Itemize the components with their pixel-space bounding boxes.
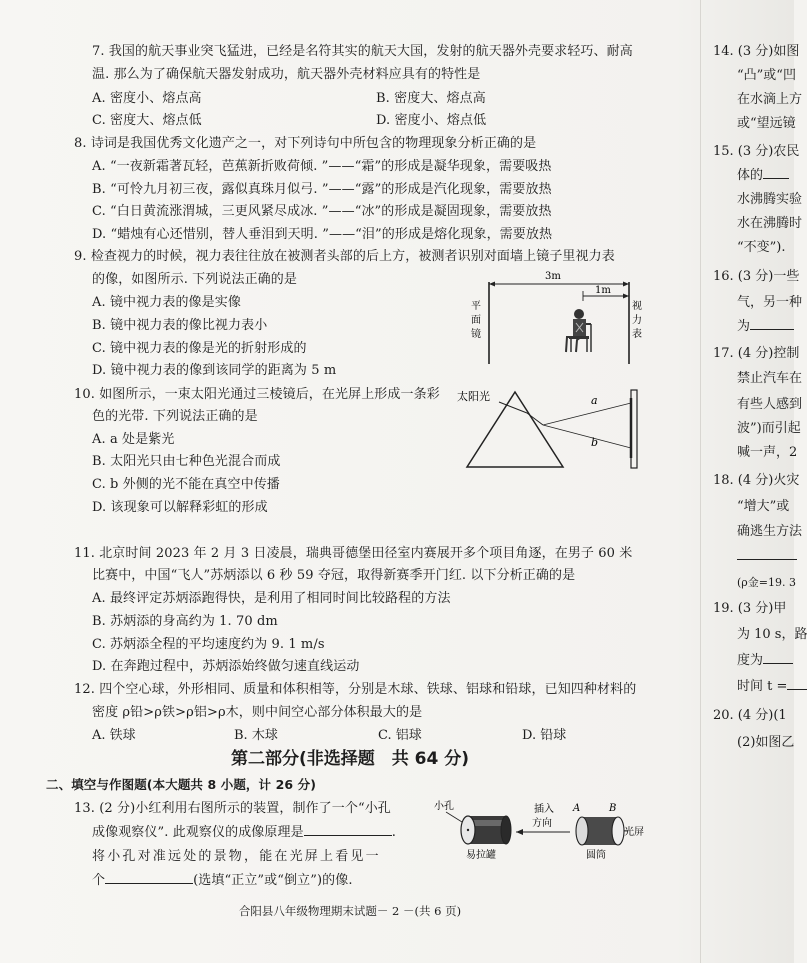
q9-option-d: D. 镜中视力表的像到该同学的距离为 5 m <box>92 363 337 378</box>
q9-fig-dist-1m: 1m <box>595 285 611 296</box>
right-line: 19. (3 分)甲 <box>713 601 787 616</box>
right-line: “不变”). <box>737 240 786 255</box>
section2-heading: 二、填空与作图题(本大题共 8 小题，计 26 分) <box>46 777 317 792</box>
right-line <box>737 548 797 566</box>
right-line <box>737 167 789 185</box>
q13-fig-hole-label: 小孔 <box>434 801 454 812</box>
tube-icon <box>576 817 624 845</box>
right-line: 16. (3 分)一些 <box>713 269 800 284</box>
right-line: 20. (4 分)(1 <box>713 708 787 723</box>
right-line: 气，另一种 <box>737 295 803 310</box>
right-line <box>737 652 793 670</box>
prism-icon <box>467 392 563 467</box>
q10-option-d: D. 该现象可以解释彩虹的形成 <box>92 500 268 515</box>
right-line-text: 时间 t = <box>737 679 788 694</box>
q13-line1: 13. (2 分)小红利用右图所示的装置，制作了一个“小孔 <box>74 801 391 816</box>
right-line: 17. (4 分)控制 <box>713 346 800 361</box>
right-line: 喊一声，2 <box>737 445 798 460</box>
q11-option-b: B. 苏炳添的身高约为 1. 70 dm <box>92 614 278 629</box>
right-line: 或“望远镜 <box>737 116 796 131</box>
q10-stem-line1: 10. 如图所示，一束太阳光通过三棱镜后，在光屏上形成一条彩 <box>74 387 440 402</box>
q11-option-c: C. 苏炳添全程的平均速度约为 9. 1 m/s <box>92 637 325 652</box>
q9-stem-line2: 的像，如图所示. 下列说法正确的是 <box>92 272 297 287</box>
q9-fig-mirror-ch2: 面 <box>471 315 481 326</box>
person-icon <box>566 309 591 352</box>
q13-fig-label-A: A <box>573 803 581 814</box>
q13-fig-can-label: 易拉罐 <box>466 850 496 861</box>
arrow-left-icon <box>516 829 523 835</box>
right-line: 禁止汽车在 <box>737 371 803 386</box>
q12-option-a: A. 铁球 <box>92 728 136 743</box>
q12-option-d: D. 铅球 <box>522 728 567 743</box>
q13-fig-tube-label: 圆筒 <box>586 850 606 861</box>
q13-fig-screen-label: 光屏 <box>624 827 644 838</box>
q10-option-a: A. a 处是紫光 <box>92 432 175 447</box>
q9-fig-chart-ch2: 力 <box>632 315 642 326</box>
right-blank[interactable] <box>763 663 793 664</box>
q13-line4 <box>92 872 353 890</box>
right-line: 18. (4 分)火灾 <box>713 473 800 488</box>
q12-option-b: B. 木球 <box>234 728 278 743</box>
pinhole-viewer-figure <box>432 798 654 862</box>
q8-option-a: A. “一夜新霜著瓦轻，芭蕉新折败荷倾. ”——“霜”的形成是凝华现象，需要吸热 <box>92 159 552 174</box>
q8-stem: 8. 诗词是我国优秀文化遗产之一，对下列诗句中所包含的物理现象分析正确的是 <box>74 136 537 151</box>
q13-line3: 将小孔对准远处的景物，能在光屏上看见一 <box>92 849 381 864</box>
right-line: 确逃生方法 <box>737 524 803 539</box>
eye-test-figure <box>465 266 645 366</box>
q7-stem-line2: 温. 那么为了确保航天器发射成功，航天器外壳材料应具有的特性是 <box>92 67 481 82</box>
q13-line4-pre: 个 <box>92 873 106 888</box>
right-line: (2)如图乙 <box>737 735 795 750</box>
right-line: 水沸腾实验 <box>737 192 803 207</box>
q12-stem-line1: 12. 四个空心球，外形相同、质量和体积相等，分别是木球、铁球、铝球和铅球，已知四种材料的 <box>74 682 637 697</box>
q9-fig-chart-ch1: 视 <box>632 301 642 312</box>
page-footer: 合阳县八年级物理期末试题－ 2 －(共 6 页) <box>238 904 462 918</box>
right-line: 水在沸腾时 <box>737 216 803 231</box>
q9-fig-chart-ch3: 表 <box>632 329 642 340</box>
q9-fig-mirror-ch1: 平 <box>471 301 481 312</box>
q13-line2 <box>92 824 396 842</box>
q12-option-c: C. 铝球 <box>378 728 422 743</box>
q7-option-c: C. 密度大、熔点低 <box>92 113 202 128</box>
q7-stem-line1: 7. 我国的航天事业突飞猛进，已经是名符其实的航天大国，发射的航天器外壳要求轻巧、耐高 <box>92 44 633 59</box>
right-blank[interactable] <box>750 329 794 330</box>
right-blank[interactable] <box>737 559 797 560</box>
q10-fig-sun-label: 太阳光 <box>457 390 490 403</box>
right-column-cropped <box>700 0 807 963</box>
q9-option-a: A. 镜中视力表的像是实像 <box>92 295 241 310</box>
right-blank[interactable] <box>763 178 789 179</box>
q12-stem-line2: 密度 ρ铅>ρ铁>ρ铝>ρ木，则中间空心部分体积最大的是 <box>92 705 423 720</box>
q13-line2-text: 成像观察仪”. 此观察仪的成像原理是 <box>92 825 304 840</box>
right-line: “增大”或 <box>737 499 790 514</box>
right-blank[interactable] <box>787 689 807 690</box>
q13-fig-insert-label: 插入 <box>534 804 554 815</box>
q11-option-a: A. 最终评定苏炳添跑得快，是利用了相同时间比较路程的方法 <box>92 591 451 606</box>
can-icon <box>461 816 511 844</box>
q10-option-c: C. b 外侧的光不能在真空中传播 <box>92 477 280 492</box>
q7-option-a: A. 密度小、熔点高 <box>92 91 202 106</box>
q9-option-c: C. 镜中视力表的像是光的折射形成的 <box>92 341 307 356</box>
right-line <box>737 678 807 696</box>
q13-fig-direction-label: 方向 <box>532 818 552 829</box>
prism-figure <box>455 380 645 472</box>
right-line: 波”)而引起 <box>737 421 801 436</box>
q11-stem-line2: 比赛中，中国“飞人”苏炳添以 6 秒 59 夺冠，取得新赛季开门红. 以下分析正确的是 <box>92 568 576 583</box>
q11-stem-line1: 11. 北京时间 2023 年 2 月 3 日凌晨，瑞典哥德堡田径室内赛展开多个项目角逐，在男子 60 米 <box>74 546 633 561</box>
right-line: 15. (3 分)农民 <box>713 144 800 159</box>
right-line: 在水滴上方 <box>737 92 803 107</box>
q9-fig-dist-3m: 3m <box>545 271 561 282</box>
right-line-text: 体的 <box>737 168 764 183</box>
q8-option-d: D. “蜡烛有心还惜别，替人垂泪到天明. ”——“泪”的形成是熔化现象，需要放热 <box>92 227 553 242</box>
right-line <box>737 318 794 336</box>
q7-option-d: D. 密度小、熔点低 <box>376 113 487 128</box>
right-line: “凸”或“凹 <box>737 68 796 83</box>
part2-title: 第二部分(非选择题 共 64 分) <box>230 749 470 769</box>
right-line: 为 10 s，路 <box>737 627 807 642</box>
right-line-text: 为 <box>737 319 751 334</box>
q9-fig-mirror-ch3: 镜 <box>471 329 481 340</box>
q13-blank2[interactable] <box>105 883 193 884</box>
q13-line4-post: (选填“正立”或“倒立”)的像. <box>193 873 353 888</box>
q7-option-b: B. 密度大、熔点高 <box>376 91 486 106</box>
q9-stem-line1: 9. 检查视力的时候，视力表往往放在被测者头部的后上方，被测者识别对面墙上镜子里视力表 <box>74 249 615 264</box>
q10-fig-label-a: a <box>591 394 598 407</box>
q9-option-b: B. 镜中视力表的像比视力表小 <box>92 318 268 333</box>
q13-fig-label-B: B <box>609 803 617 814</box>
q11-option-d: D. 在奔跑过程中，苏炳添始终做匀速直线运动 <box>92 659 360 674</box>
right-line: 有些人感到 <box>737 397 803 412</box>
right-line: 14. (3 分)如图 <box>713 44 800 59</box>
q10-option-b: B. 太阳光只由七种色光混合而成 <box>92 454 281 469</box>
q8-option-c: C. “白日黄流涨渭城，三更风紧尽成冰. ”——“冰”的形成是凝固现象，需要放热 <box>92 204 552 219</box>
q10-fig-label-b: b <box>591 436 599 449</box>
q8-option-b: B. “可怜九月初三夜，露似真珠月似弓. ”——“露”的形成是汽化现象，需要放热 <box>92 182 552 197</box>
right-line-text: 度为 <box>737 653 764 668</box>
q10-stem-line2: 色的光带. 下列说法正确的是 <box>92 409 258 424</box>
q13-blank1[interactable] <box>304 835 392 836</box>
q13-line2-end: . <box>391 825 396 840</box>
right-line: (ρ金=19. 3 <box>737 576 796 589</box>
